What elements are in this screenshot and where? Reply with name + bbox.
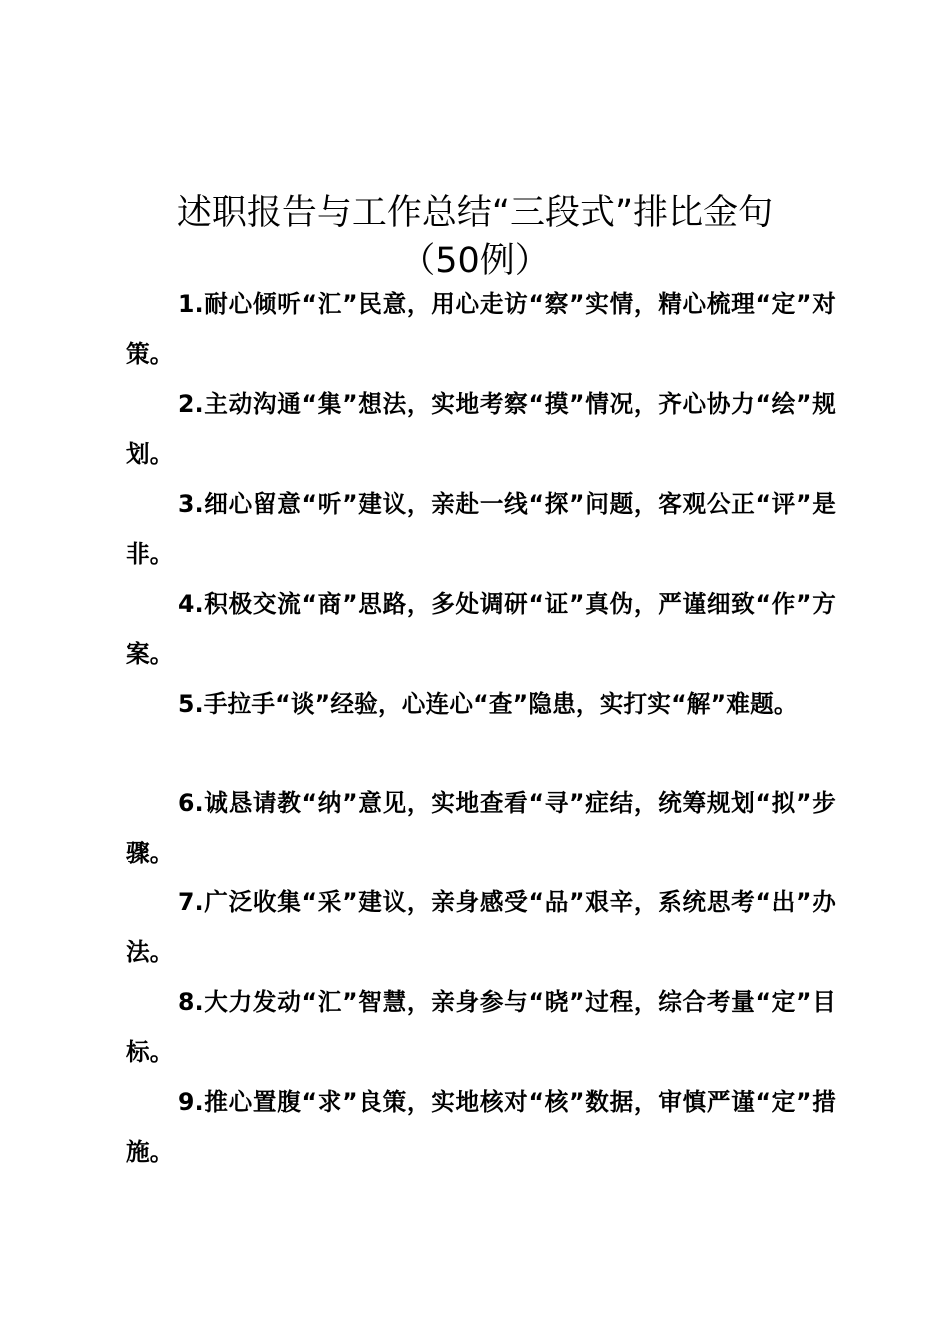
list-item: 3.细心留意“听”建议，亲赴一线“探”问题，客观公正“评”是非。	[126, 490, 836, 568]
list-item: 5.手拉手“谈”经验，心连心“查”隐患，实打实“解”难题。	[178, 690, 798, 718]
list-item: 2.主动沟通“集”想法，实地考察“摸”情况，齐心协力“绘”规划。	[126, 390, 836, 468]
document-title: 述职报告与工作总结“三段式”排比金句	[176, 193, 774, 233]
list-item: 1.耐心倾听“汇”民意，用心走访“察”实情，精心梳理“定”对策。	[126, 290, 836, 368]
list-item: 7.广泛收集“采”建议，亲身感受“品”艰辛，系统思考“出”办法。	[126, 888, 836, 966]
list-item: 8.大力发动“汇”智慧，亲身参与“晓”过程，综合考量“定”目标。	[126, 988, 836, 1066]
document-subtitle: （50例）	[400, 241, 550, 281]
list-item: 4.积极交流“商”思路，多处调研“证”真伪，严谨细致“作”方案。	[126, 590, 836, 668]
list-item: 6.诚恳请教“纳”意见，实地查看“寻”症结，统筹规划“拟”步骤。	[126, 789, 836, 867]
list-item: 9.推心置腹“求”良策，实地核对“核”数据，审慎严谨“定”措施。	[126, 1088, 836, 1166]
